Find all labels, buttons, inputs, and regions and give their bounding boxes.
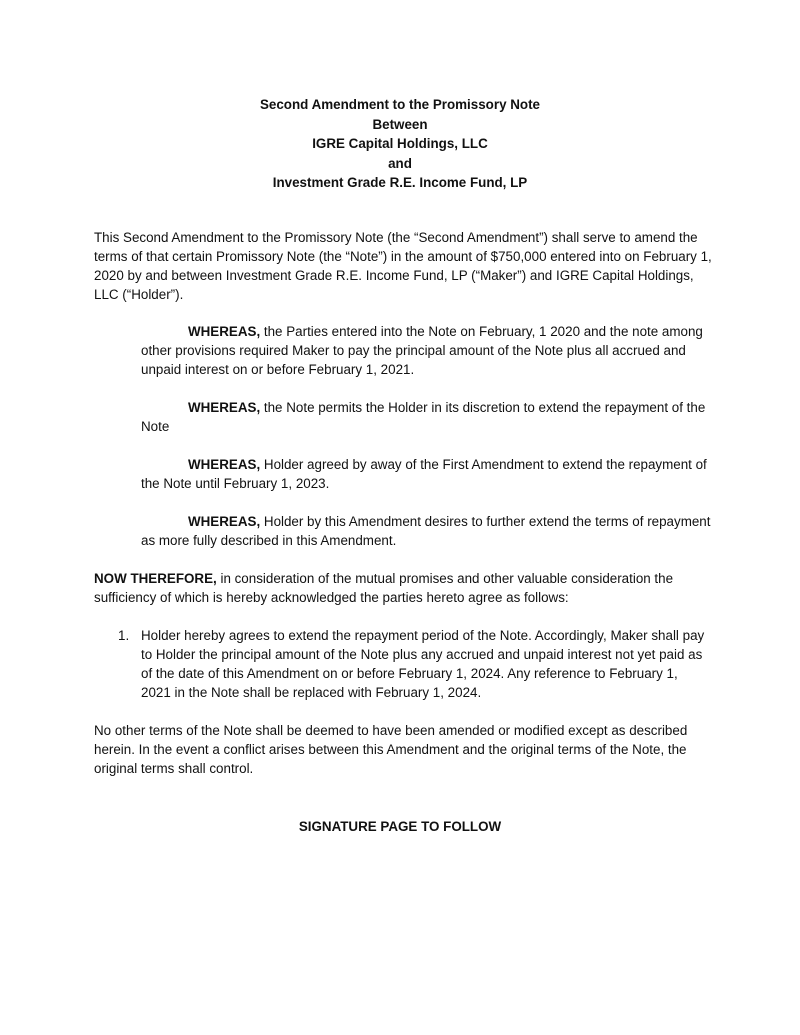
header-between: Between [372, 116, 428, 132]
signature-page-notice: SIGNATURE PAGE TO FOLLOW [298, 819, 502, 834]
header-party-holder: IGRE Capital Holdings, LLC [312, 136, 488, 151]
list-item [118, 626, 718, 702]
whereas-label: WHEREAS, [188, 400, 261, 415]
whereas-clause-1 [141, 322, 716, 379]
header-title: Second Amendment to the Promissory Note [259, 97, 540, 112]
whereas-clause-2 [141, 398, 716, 436]
closing-text: No other terms of the Note shall be deemed to have been amended or modified except as described herein. In the event a conflict arises between this Amendment and the original terms of the Note, the original terms shall control. [94, 723, 688, 776]
whereas-clause-3 [141, 455, 716, 493]
list-item-text: Holder hereby agrees to extend the repayment period of the Note. Accordingly, Maker shall pay to Holder the principal amount of the Note plus any accrued and unpaid interest not yet paid as of the date of this Amendment on or before February 1, 2024. Any reference to February 1, 2021 in the Note shall be replaced with February 1, 2024. [141, 628, 705, 700]
now-therefore-label: NOW THEREFORE, [94, 571, 217, 586]
header-and: and [388, 155, 412, 171]
whereas-text: Holder by this Amendment desires to further extend the terms of repayment as more fully described in this Amendment. [141, 514, 711, 548]
now-therefore-text: in consideration of the mutual promises and other valuable consideration the sufficiency of which is hereby acknowledged the parties hereto agree as follows: [94, 571, 674, 605]
list-item-number: 1. [118, 628, 130, 643]
whereas-text: Holder agreed by away of the First Amendment to extend the repayment of the Note until February 1, 2023. [141, 457, 707, 491]
document-header [0, 95, 800, 193]
whereas-label: WHEREAS, [188, 457, 261, 472]
whereas-label: WHEREAS, [188, 324, 261, 339]
whereas-label: WHEREAS, [188, 514, 261, 529]
now-therefore-paragraph [94, 569, 714, 607]
whereas-clause-4 [141, 512, 716, 550]
whereas-text: the Parties entered into the Note on February, 1 2020 and the note among other provisions required Maker to pay the principal amount of the Note plus all accrued and unpaid interest on or before February 1, 2021. [141, 324, 703, 377]
intro-paragraph [94, 228, 714, 304]
whereas-text: the Note permits the Holder in its discretion to extend the repayment of the Note [141, 400, 706, 434]
header-party-maker: Investment Grade R.E. Income Fund, LP [272, 175, 528, 190]
closing-paragraph [94, 721, 714, 778]
intro-text: This Second Amendment to the Promissory Note (the “Second Amendment”) shall serve to amend the terms of that certain Promissory Note (the “Note”) in the amount of $750,000 entered into on February 1, 2020 by and between Investment Grade R.E. Income Fund, LP (“Maker”) and IGRE Capital Holdings, LLC (“Holder”). [94, 230, 712, 302]
